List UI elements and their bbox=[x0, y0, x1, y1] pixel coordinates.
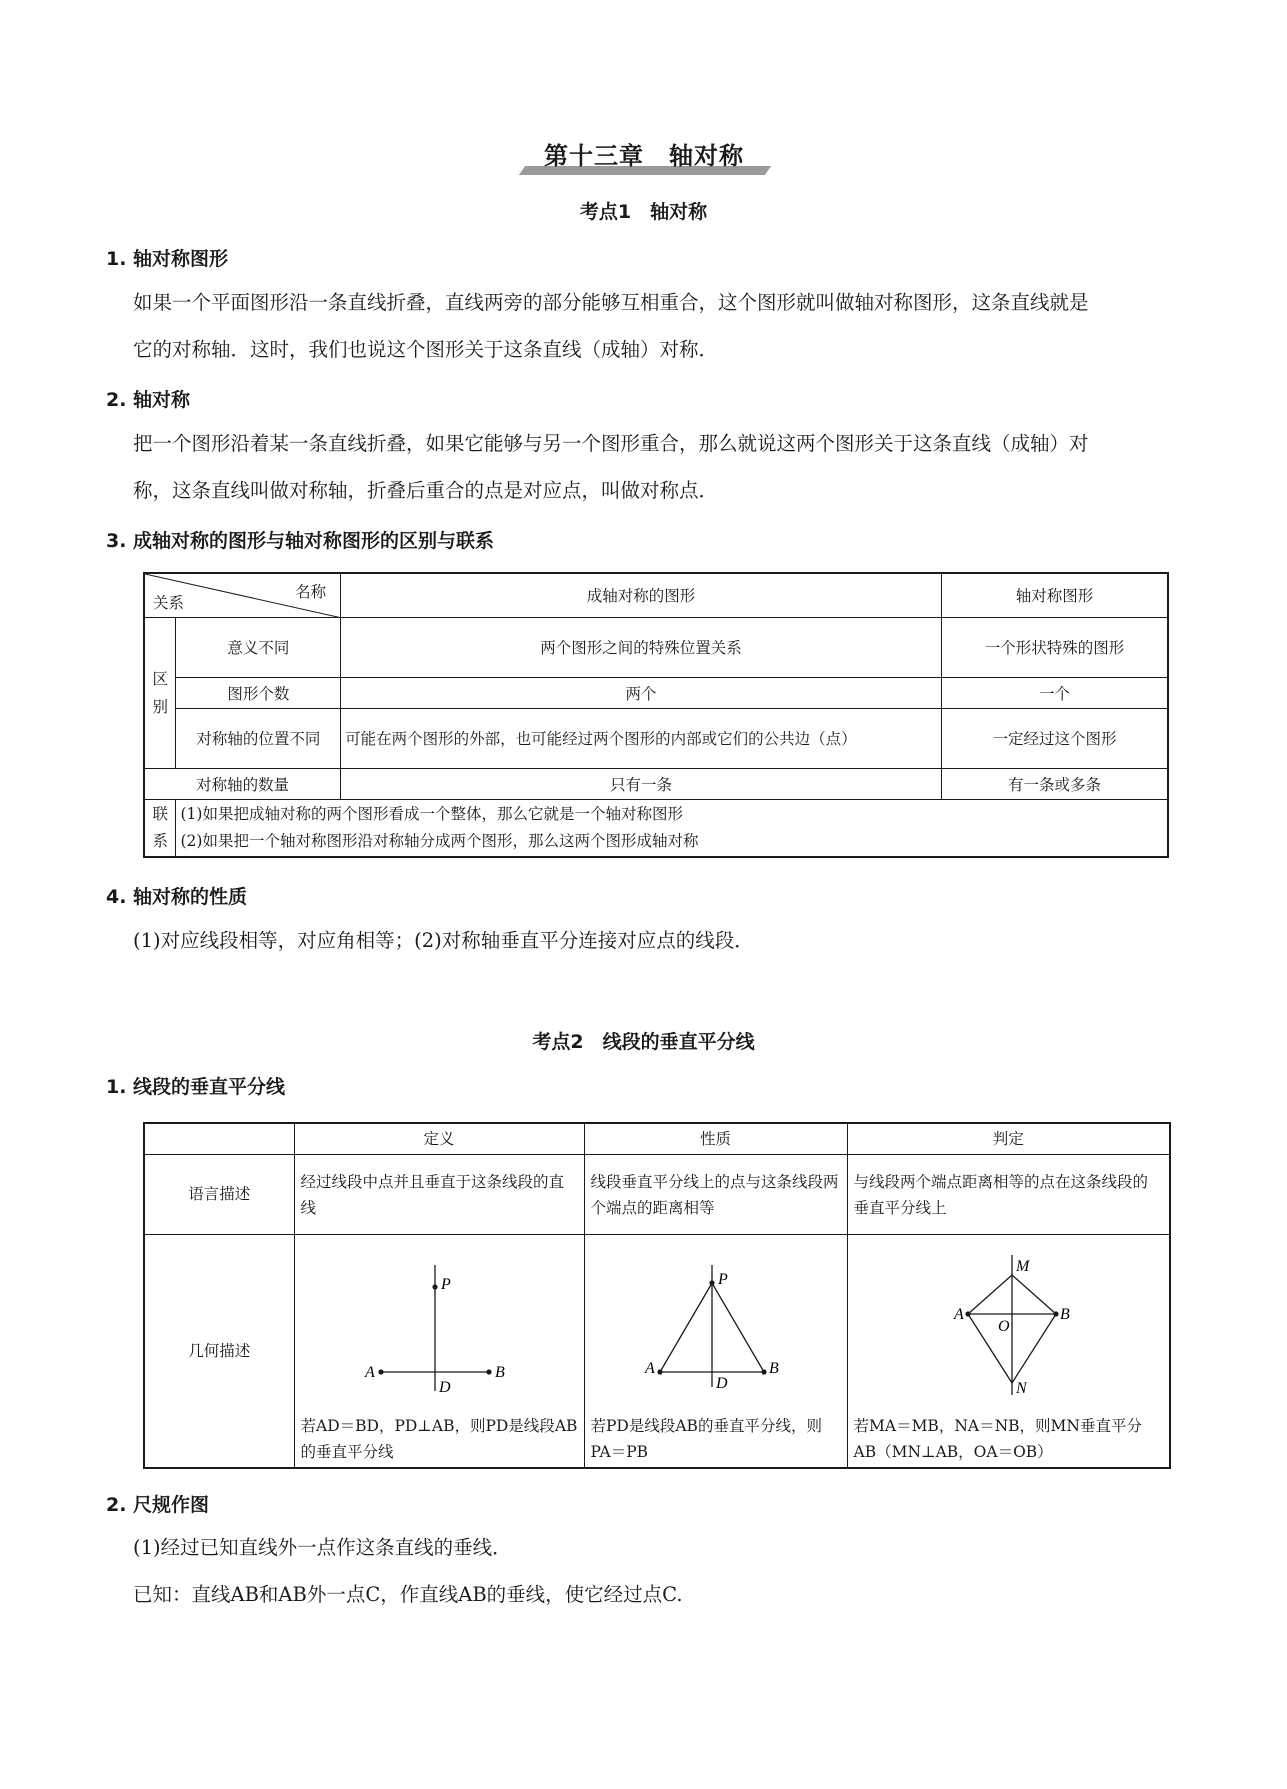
point-b bbox=[1053, 1311, 1058, 1316]
property-text: 线段垂直平分线上的点与这条线段两个端点的距离相等 bbox=[584, 1154, 847, 1234]
link-content bbox=[176, 799, 1168, 857]
row-label: 图形个数 bbox=[176, 677, 341, 708]
kp1-title: 考点1 轴对称 bbox=[579, 201, 708, 223]
kp1-s2-paragraph bbox=[133, 420, 1193, 514]
link-item-2: (2)如果把一个轴对称图形沿对称轴分成两个图形，那么这两个图形成轴对称 bbox=[180, 831, 699, 850]
kp1-s4-line1: (1)对应线段相等，对应角相等；(2)对称轴垂直平分连接对应点的线段． bbox=[133, 929, 754, 952]
col-header-judgement: 判定 bbox=[847, 1123, 1170, 1154]
row-cell-b: 有一条或多条 bbox=[941, 768, 1168, 799]
row-label-geometry: 几何描述 bbox=[144, 1234, 294, 1468]
judgement-caption: 若MA＝MB，NA＝NB，则MN垂直平分AB（MN⊥AB，OA＝OB） bbox=[853, 1416, 1142, 1461]
point-p bbox=[709, 1280, 714, 1285]
row-cell-b: 一个形状特殊的图形 bbox=[941, 617, 1168, 677]
diff-label bbox=[144, 617, 176, 768]
link-label-text: 联系 bbox=[152, 804, 168, 850]
label-n: N bbox=[1015, 1379, 1027, 1397]
label-b: B bbox=[494, 1363, 505, 1381]
label-b: B bbox=[1059, 1305, 1070, 1323]
kp1-s2-line2: 称，这条直线叫做对称轴，折叠后重合的点是对应点，叫做对称点． bbox=[133, 479, 719, 502]
row-label: 意义不同 bbox=[176, 617, 341, 677]
judgement-figure-cell bbox=[847, 1234, 1170, 1468]
header-name-label: 名称 bbox=[295, 583, 327, 601]
link-item-1: (1)如果把成轴对称的两个图形看成一个整体，那么它就是一个轴对称图形 bbox=[180, 804, 683, 823]
chapter-title: 第十三章 轴对称 bbox=[544, 141, 744, 170]
kp1-s3-heading: 3. 成轴对称的图形与轴对称图形的区别与联系 bbox=[106, 530, 495, 552]
table-row bbox=[144, 677, 1168, 708]
kp1-s1-heading: 1. 轴对称图形 bbox=[106, 248, 229, 270]
row-label: 对称轴的位置不同 bbox=[176, 708, 341, 768]
label-d: D bbox=[438, 1378, 451, 1396]
label-d: D bbox=[715, 1374, 728, 1392]
definition-text: 经过线段中点并且垂直于这条线段的直线 bbox=[294, 1154, 584, 1234]
row-cell-b: 一个 bbox=[941, 677, 1168, 708]
point-b bbox=[761, 1369, 766, 1374]
point-a bbox=[965, 1311, 970, 1316]
property-figure-cell bbox=[584, 1234, 847, 1468]
col-header-property: 性质 bbox=[584, 1123, 847, 1154]
label-o: O bbox=[997, 1317, 1010, 1335]
header-relation-label: 关系 bbox=[153, 593, 185, 612]
diagonal-header-cell bbox=[144, 573, 341, 617]
comparison-header-row bbox=[144, 573, 1168, 617]
label-p: P bbox=[717, 1270, 728, 1288]
table-row bbox=[144, 708, 1168, 768]
label-m: M bbox=[1015, 1257, 1029, 1275]
col-header-single: 轴对称图形 bbox=[941, 573, 1168, 617]
row-label-language: 语言描述 bbox=[144, 1154, 294, 1234]
judgement-text: 与线段两个端点距离相等的点在这条线段的垂直平分线上 bbox=[847, 1154, 1170, 1234]
comparison-table bbox=[143, 572, 1169, 858]
perpendicular-bisector-table bbox=[143, 1122, 1171, 1469]
language-row bbox=[144, 1154, 1170, 1234]
definition-caption: 若AD＝BD，PD⊥AB，则PD是线段AB的垂直平分线 bbox=[300, 1416, 578, 1461]
chapter-banner bbox=[518, 136, 770, 176]
link-row bbox=[144, 799, 1168, 857]
kp2-s2-heading: 2. 尺规作图 bbox=[106, 1494, 210, 1516]
row-cell-a: 只有一条 bbox=[341, 768, 942, 799]
geometry-row bbox=[144, 1234, 1170, 1468]
kp1-s2-line1: 把一个图形沿着某一条直线折叠，如果它能够与另一个图形重合，那么就说这两个图形关于这条直线（成轴）对 bbox=[133, 432, 1089, 455]
kp1-s1-line1: 如果一个平面图形沿一条直线折叠，直线两旁的部分能够互相重合，这个图形就叫做轴对称图形，这条直线就是 bbox=[133, 291, 1089, 314]
row-cell-b: 一定经过这个图形 bbox=[941, 708, 1168, 768]
kp2-title: 考点2 线段的垂直平分线 bbox=[532, 1031, 755, 1053]
diff-label-text: 区别 bbox=[152, 669, 168, 716]
point-a bbox=[657, 1369, 662, 1374]
col-header-definition: 定义 bbox=[294, 1123, 584, 1154]
link-label bbox=[144, 799, 176, 857]
label-p: P bbox=[440, 1275, 451, 1293]
point-b bbox=[486, 1369, 491, 1374]
table-row bbox=[144, 617, 1168, 677]
kp1-s2-heading: 2. 轴对称 bbox=[106, 389, 191, 411]
point-p bbox=[432, 1284, 437, 1289]
definition-figure-cell bbox=[294, 1234, 584, 1468]
kp1-s4-heading: 4. 轴对称的性质 bbox=[106, 886, 248, 908]
property-caption: 若PD是线段AB的垂直平分线，则PA＝PB bbox=[590, 1416, 822, 1461]
kp2-s1-heading: 1. 线段的垂直平分线 bbox=[106, 1076, 286, 1098]
kp1-s1-line2: 它的对称轴．这时，我们也说这个图形关于这条直线（成轴）对称． bbox=[133, 338, 719, 361]
row-label: 对称轴的数量 bbox=[144, 768, 341, 799]
col-header-paired: 成轴对称的图形 bbox=[341, 573, 942, 617]
table-row bbox=[144, 768, 1168, 799]
label-a: A bbox=[953, 1305, 964, 1323]
kp2-s2-line2: 已知：直线AB和AB外一点C，作直线AB的垂线，使它经过点C. bbox=[133, 1583, 683, 1606]
row-cell-a: 可能在两个图形的外部，也可能经过两个图形的内部或它们的公共边（点） bbox=[341, 708, 942, 768]
row-cell-a: 两个 bbox=[341, 677, 942, 708]
pb-header-empty bbox=[144, 1123, 294, 1154]
row-cell-a: 两个图形之间的特殊位置关系 bbox=[341, 617, 942, 677]
label-a: A bbox=[644, 1359, 655, 1377]
kp2-s2-line1: (1)经过已知直线外一点作这条直线的垂线． bbox=[133, 1536, 512, 1559]
label-b: B bbox=[768, 1359, 779, 1377]
label-a: A bbox=[364, 1363, 375, 1381]
kp1-s1-paragraph bbox=[133, 279, 1193, 373]
point-a bbox=[378, 1369, 383, 1374]
pb-header-row bbox=[144, 1123, 1170, 1154]
